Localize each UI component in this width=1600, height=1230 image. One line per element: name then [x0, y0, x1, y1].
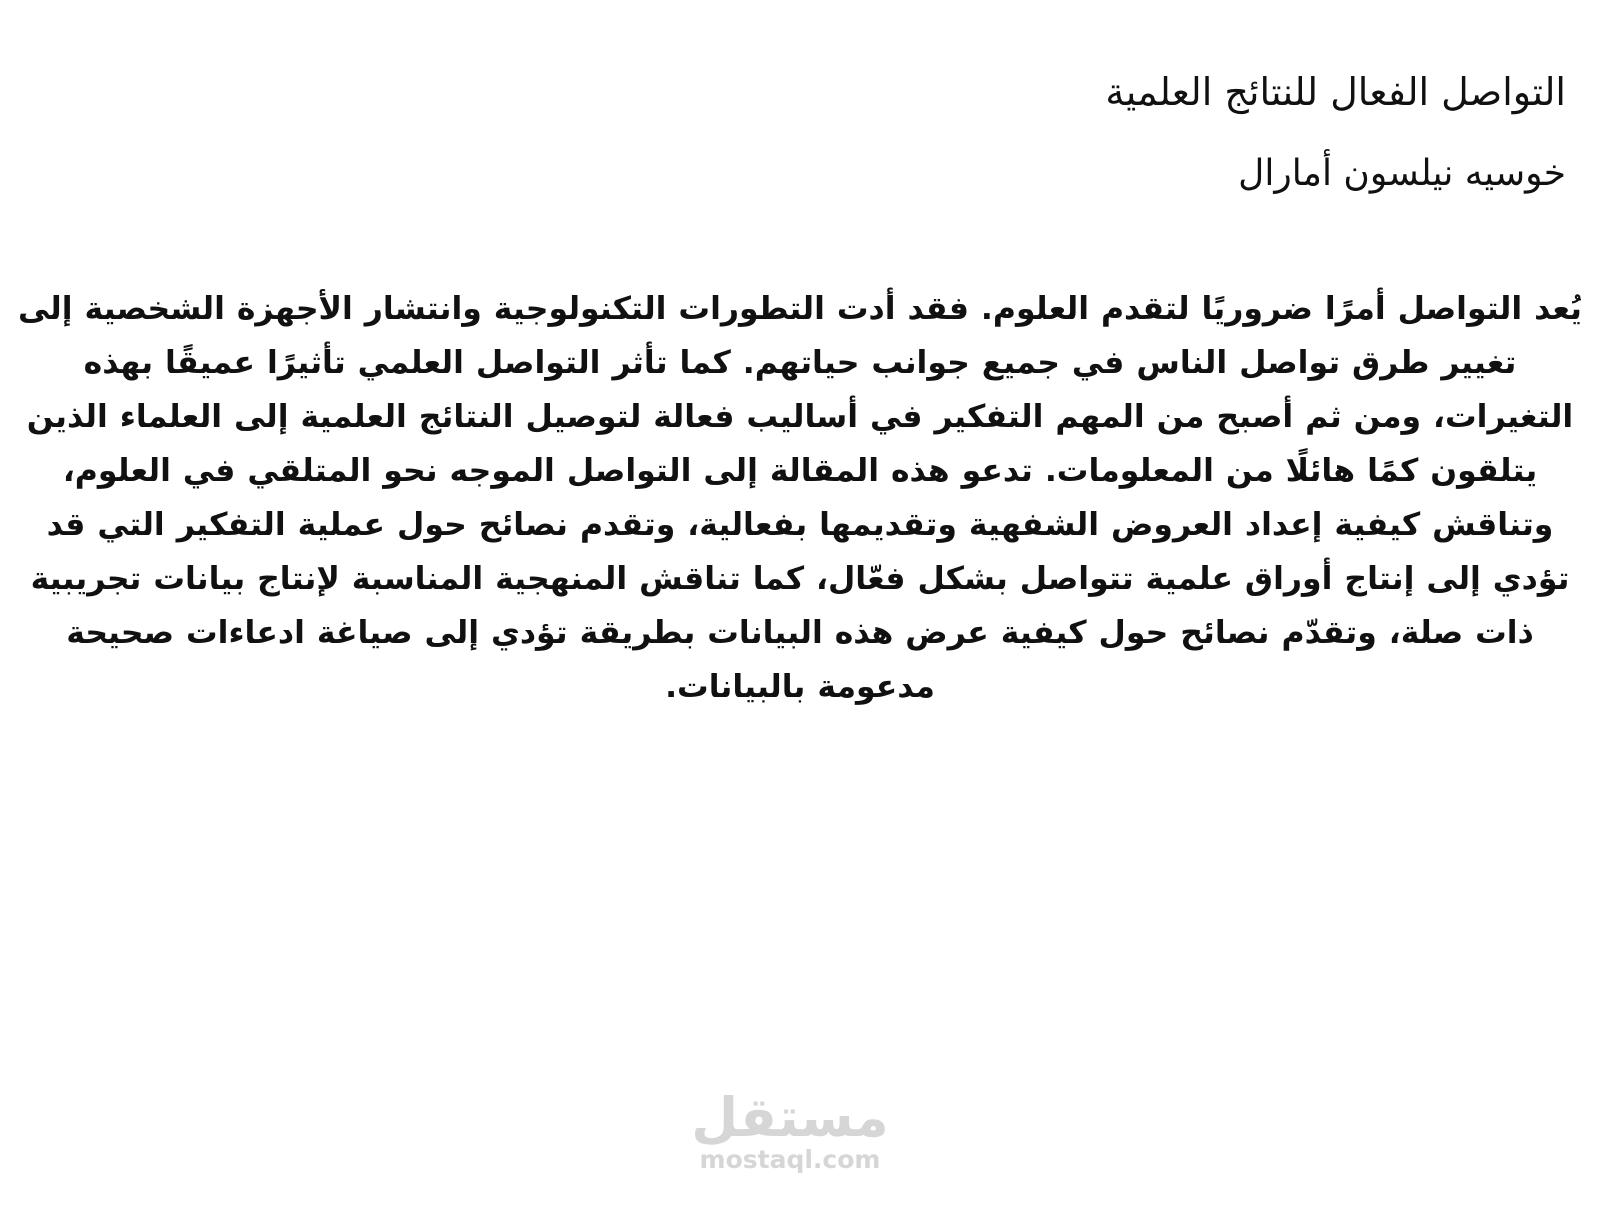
document-title: التواصل الفعال للنتائج العلمية	[1105, 70, 1566, 114]
abstract-paragraph: يُعد التواصل أمرًا ضروريًا لتقدم العلوم. فقد أدت التطورات التكنولوجية وانتشار الأجهزة الشخصية إلى تغيير طرق تواصل الناس في جميع جوانب حياتهم. كما تأثر التواصل العلمي تأثيرًا عميقًا بهذه التغيرات، ومن ثم أصبح من المهم التفكير في أساليب فعالة لتوصيل النتائج العلمية إلى العلماء الذين يتلقون كمًا هائلًا من المعلومات. تدعو هذه المقالة إلى التواصل الموجه نحو المتلقي في العلوم، وتناقش كيفية إعداد العروض الشفهية وتقديمها بفعالية، وتقدم نصائح حول عملية التفكير التي قد تؤدي إلى إنتاج أوراق علمية تتواصل بشكل فعّال، كما تناقش المنهجية المناسبة لإنتاج بيانات تجريبية ذات صلة، وتقدّم نصائح حول كيفية عرض هذه البيانات بطريقة تؤدي إلى صياغة ادعاءات صحيحة مدعومة بالبيانات.	[18, 291, 1582, 705]
mostaql-watermark	[690, 1088, 890, 1188]
watermark-logo-text: مستقل	[691, 1086, 889, 1149]
document-author: خوسيه نيلسون أمارال	[1238, 153, 1566, 194]
watermark-url: mostaql.com	[699, 1145, 881, 1174]
